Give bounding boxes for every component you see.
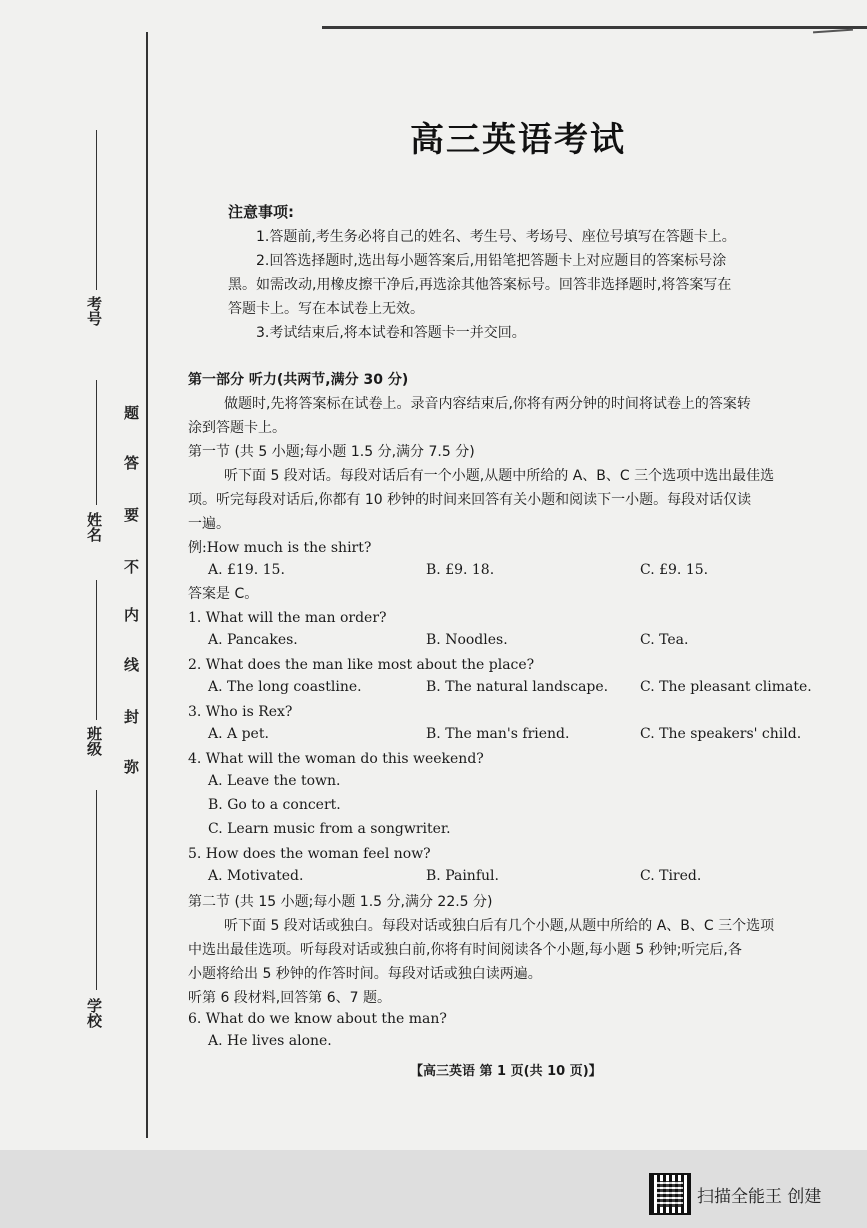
notice-item: 1.答题前,考生务必将自己的姓名、考生号、考场号、座位号填写在答题卡上。	[256, 229, 736, 245]
exam-number-line	[96, 130, 97, 290]
scanner-watermark-text: 扫描全能王 创建	[697, 1187, 822, 1207]
seal-char: 不	[124, 558, 140, 576]
option-b: B. The natural landscape.	[426, 679, 609, 695]
option-a: A. He lives alone.	[208, 1033, 332, 1049]
option-c: C. Tired.	[640, 868, 702, 884]
option-b: B. Painful.	[426, 868, 499, 884]
question: 2. What does the man like most about the place?	[188, 657, 535, 673]
option-c: C. The speakers' child.	[640, 726, 802, 742]
option-c: C. £9. 15.	[640, 562, 709, 578]
option-b: B. The man's friend.	[426, 726, 570, 742]
exam-number-label: 考号	[85, 296, 103, 326]
option-a: A. Pancakes.	[208, 632, 298, 648]
option-b: B. £9. 18.	[426, 562, 495, 578]
option-b: B. Go to a concert.	[208, 797, 341, 813]
option-a: A. £19. 15.	[208, 562, 285, 578]
section1-intro: 一遍。	[188, 516, 230, 532]
qr-code-icon	[651, 1175, 689, 1213]
page-corner	[813, 29, 853, 34]
seal-char: 题	[124, 404, 140, 422]
section1-intro: 听下面 5 段对话。每段对话后有一个小题,从题中所给的 A、B、C 三个选项中选出最佳选	[224, 468, 775, 484]
notice-item: 黑。如需改动,用橡皮擦干净后,再选涂其他答案标号。回答非选择题时,将答案写在	[228, 277, 732, 293]
material-instruction: 听第 6 段材料,回答第 6、7 题。	[188, 990, 391, 1006]
question: 6. What do we know about the man?	[188, 1011, 447, 1027]
option-c: C. The pleasant climate.	[640, 679, 812, 695]
part1-intro: 涂到答题卡上。	[188, 420, 286, 436]
top-rule	[322, 26, 867, 29]
class-line	[96, 580, 97, 720]
option-c: C. Tea.	[640, 632, 689, 648]
option-c: C. Learn music from a songwriter.	[208, 821, 451, 837]
example-question: 例:How much is the shirt?	[188, 540, 372, 556]
seal-char: 弥	[124, 758, 140, 776]
name-label: 姓名	[85, 512, 103, 542]
seal-char: 内	[124, 606, 140, 624]
option-a: A. A pet.	[208, 726, 269, 742]
option-b: B. Noodles.	[426, 632, 508, 648]
question: 5. How does the woman feel now?	[188, 846, 431, 862]
page-footer: 【高三英语 第 1 页(共 10 页)】	[410, 1064, 602, 1079]
part1-intro: 做题时,先将答案标在试卷上。录音内容结束后,你将有两分钟的时间将试卷上的答案转	[224, 396, 751, 412]
seal-char: 答	[124, 454, 140, 472]
question: 3. Who is Rex?	[188, 704, 293, 720]
section1-intro: 项。听完每段对话后,你都有 10 秒钟的时间来回答有关小题和阅读下一小题。每段对话仅读	[188, 492, 752, 508]
binding-line	[146, 32, 148, 1138]
option-a: A. The long coastline.	[208, 679, 362, 695]
section1-heading: 第一节 (共 5 小题;每小题 1.5 分,满分 7.5 分)	[188, 444, 475, 460]
notice-item: 3.考试结束后,将本试卷和答题卡一并交回。	[256, 325, 526, 341]
option-a: A. Motivated.	[208, 868, 304, 884]
question: 1. What will the man order?	[188, 610, 387, 626]
seal-char: 线	[124, 656, 140, 674]
seal-char: 要	[124, 506, 140, 524]
section2-intro: 中选出最佳选项。听每段对话或独白前,你将有时间阅读各个小题,每小题 5 秒钟;听完后,各	[188, 942, 742, 958]
section2-intro: 小题将给出 5 秒钟的作答时间。每段对话或独白读两遍。	[188, 966, 542, 982]
page-title: 高三英语考试	[410, 120, 626, 160]
question: 4. What will the woman do this weekend?	[188, 751, 484, 767]
name-line	[96, 380, 97, 505]
part1-heading: 第一部分 听力(共两节,满分 30 分)	[188, 372, 409, 388]
example-answer: 答案是 C。	[188, 586, 259, 602]
section2-heading: 第二节 (共 15 小题;每小题 1.5 分,满分 22.5 分)	[188, 894, 493, 910]
class-label: 班级	[85, 726, 103, 756]
option-a: A. Leave the town.	[208, 773, 341, 789]
notice-item: 2.回答选择题时,选出每小题答案后,用铅笔把答题卡上对应题目的答案标号涂	[256, 253, 727, 269]
school-label: 学校	[85, 998, 103, 1028]
section2-intro: 听下面 5 段对话或独白。每段对话或独白后有几个小题,从题中所给的 A、B、C 三个选项	[224, 918, 775, 934]
notice-item: 答题卡上。写在本试卷上无效。	[228, 301, 424, 317]
seal-char: 封	[124, 708, 140, 726]
notice-heading: 注意事项:	[228, 203, 294, 221]
school-line	[96, 790, 97, 990]
